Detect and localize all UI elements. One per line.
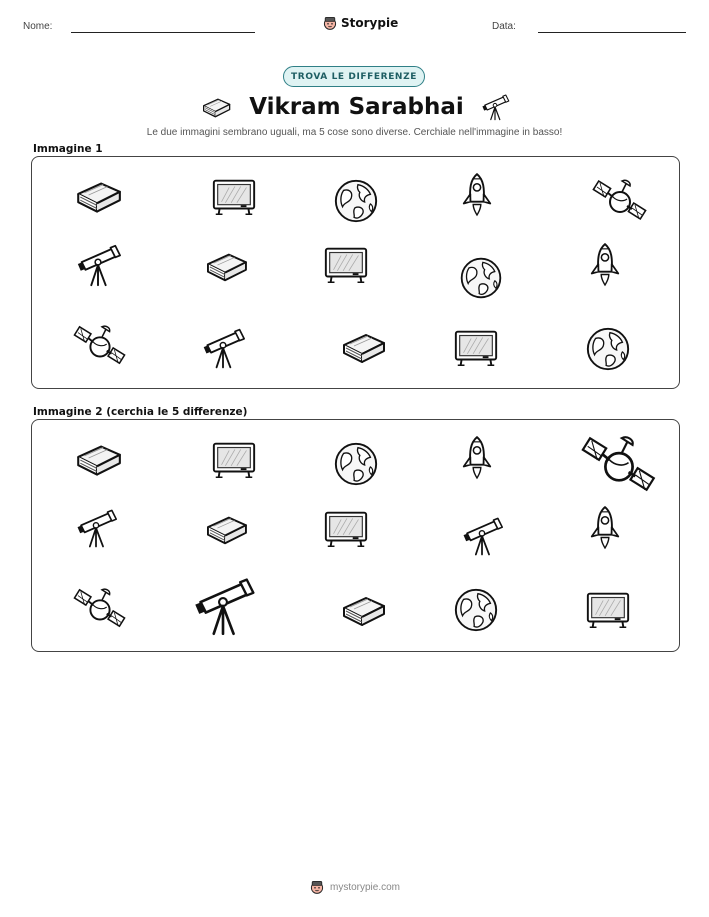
- globe-icon[interactable]: [452, 586, 500, 634]
- satellite-icon: [72, 321, 128, 369]
- mascot-icon: [322, 15, 338, 31]
- satellite-icon[interactable]: [72, 584, 128, 632]
- date-field-line[interactable]: [538, 32, 686, 33]
- image-2-label: Immagine 2 (cerchia le 5 differenze): [33, 406, 248, 418]
- telescope-icon: [74, 241, 122, 289]
- name-label: Nome:: [23, 21, 53, 32]
- globe-icon: [584, 325, 632, 373]
- storypie-logo: [322, 13, 398, 33]
- date-label: Data:: [492, 21, 516, 32]
- satellite-icon: [592, 175, 648, 225]
- chalkboard-icon[interactable]: [322, 508, 370, 550]
- chalkboard-icon: [322, 245, 370, 285]
- brand-name: Storypie: [341, 16, 399, 30]
- footer: [0, 879, 709, 895]
- book-icon[interactable]: [202, 510, 250, 548]
- telescope-icon: [480, 92, 510, 122]
- instructions: Le due immagini sembrano uguali, ma 5 cose sono diverse. Cerchiale nell'immagine in basso!: [146, 127, 563, 138]
- book-icon: [72, 175, 124, 217]
- book-icon: [338, 327, 388, 367]
- globe-icon[interactable]: [332, 440, 380, 488]
- image-2-panel[interactable]: [31, 419, 680, 652]
- telescope-icon[interactable]: [190, 570, 256, 642]
- rocket-icon: [458, 171, 496, 219]
- telescope-icon[interactable]: [460, 514, 504, 558]
- footer-url[interactable]: mystorypie.com: [329, 881, 400, 893]
- book-icon: [199, 94, 233, 120]
- rocket-icon[interactable]: [458, 434, 496, 482]
- title-row: [0, 90, 709, 124]
- telescope-icon[interactable]: [74, 506, 118, 550]
- chalkboard-icon[interactable]: [584, 590, 632, 630]
- image-1-panel: [31, 156, 680, 389]
- image-1-label: Immagine 1: [33, 143, 103, 155]
- rocket-icon[interactable]: [586, 504, 624, 552]
- satellite-icon[interactable]: [580, 430, 658, 498]
- globe-icon: [332, 177, 380, 225]
- globe-icon: [458, 255, 504, 301]
- page-title: Vikram Sarabhai: [249, 94, 464, 120]
- name-field-line[interactable]: [71, 32, 255, 33]
- book-icon[interactable]: [338, 590, 388, 630]
- activity-badge: TROVA LE DIFFERENZE: [283, 66, 425, 87]
- telescope-icon: [200, 325, 246, 371]
- book-icon: [202, 247, 250, 285]
- chalkboard-icon: [210, 177, 258, 217]
- chalkboard-icon[interactable]: [210, 440, 258, 480]
- rocket-icon: [586, 241, 624, 289]
- chalkboard-icon: [452, 327, 500, 369]
- book-icon[interactable]: [72, 438, 124, 480]
- mascot-icon: [309, 879, 325, 895]
